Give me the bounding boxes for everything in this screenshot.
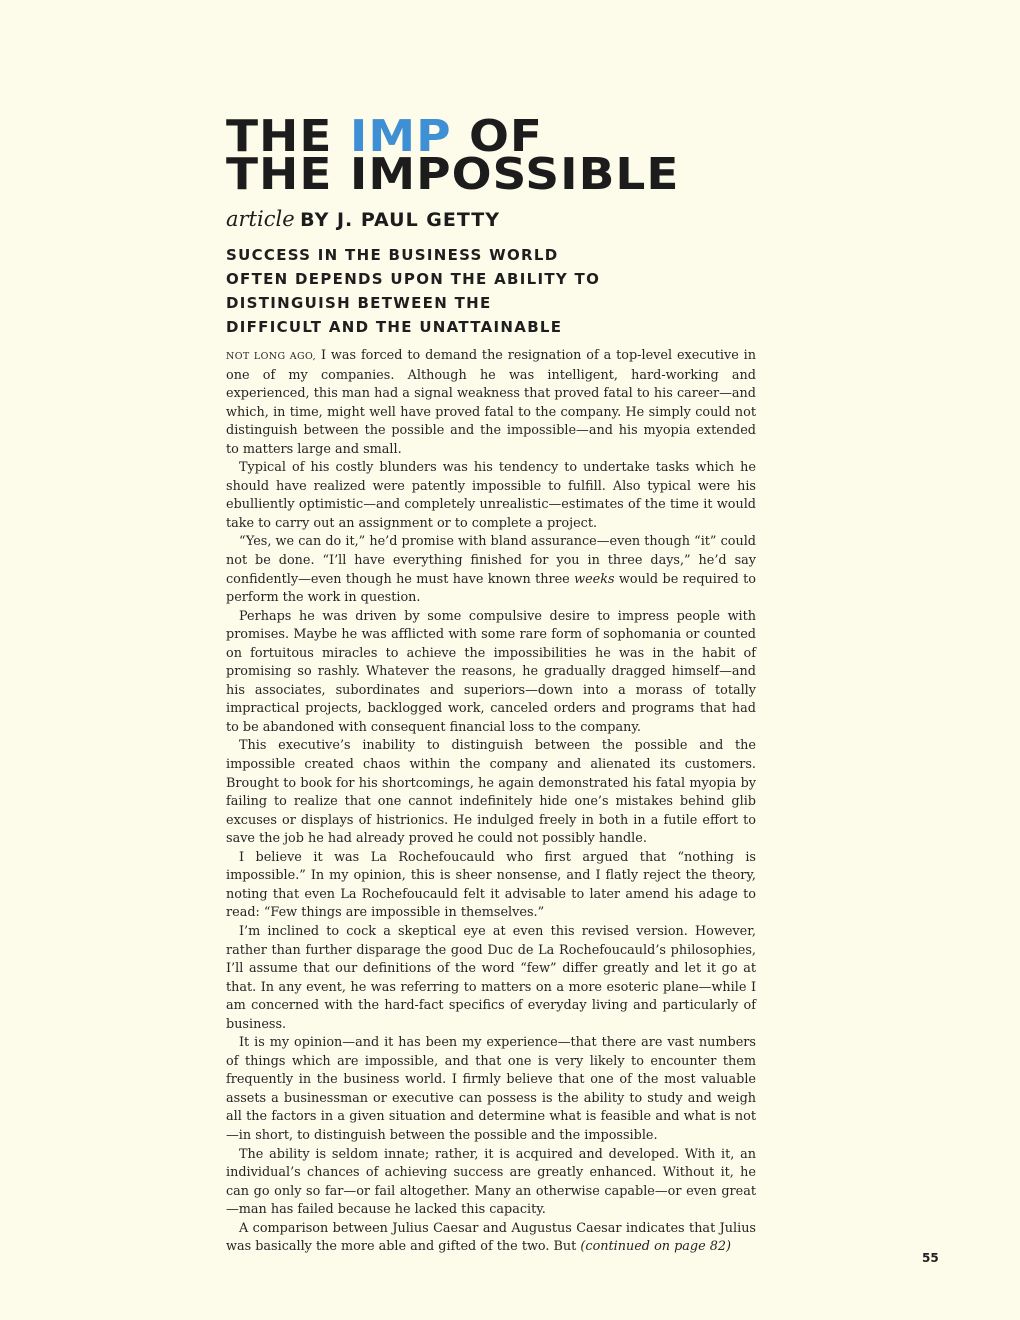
body-paragraph: It is my opinion—and it has been my experience—that there are vast numbers of things which are impossible, and that one is very likely to encounter them frequently in the business world. I firmly believe that one of the most valuable assets a businessman or executive can possess is the ability to study and weigh all the factors in a given situation and determine what is feasible and what is not—in short, to distinguish between the possible and the impossible. — [226, 1035, 756, 1143]
article-title — [226, 111, 786, 200]
deck-line: DIFFICULT AND THE UNATTAINABLE — [226, 318, 563, 336]
emphasis: weeks — [574, 571, 615, 587]
deck-line: DISTINGUISH BETWEEN THE — [226, 294, 492, 312]
continued-note: (continued on page 82) — [580, 1239, 732, 1255]
title-line-1: THE IMP OF — [226, 111, 544, 163]
byline-author: BY J. PAUL GETTY — [300, 209, 500, 231]
body-paragraph: I believe it was La Rochefoucauld who first argued that “nothing is impossible.” In my opinion, this is sheer nonsense, and I flatly reject the theory, noting that even La Rochefoucauld felt it advisable to later amend his adage to read: “Few things are impossible in themselves.” — [226, 849, 756, 921]
title-line-2: THE IMPOSSIBLE — [226, 149, 680, 200]
byline-label: article — [226, 207, 295, 231]
byline — [226, 206, 500, 232]
deck-line: SUCCESS IN THE BUSINESS WORLD — [226, 246, 559, 264]
body-paragraph: Perhaps he was driven by some compulsive desire to impress people with promises. Maybe he was afflicted with some rare form of sophomania or counted on fortuitous miracles to achieve the impossibilities he was in the habit of promising so rashly. Whatever the reasons, he gradually dragged himself—and his associates, subordinates and superiors—down into a morass of totally impractical projects, backlogged work, canceled orders and programs that had to be abandoned with consequent financial loss to the company. — [226, 608, 756, 735]
page-number: 55 — [922, 1251, 939, 1265]
deck-line: OFTEN DEPENDS UPON THE ABILITY TO — [226, 270, 601, 288]
lead-in: NOT LONG AGO, — [226, 351, 317, 362]
body-paragraph: A comparison between Julius Caesar and Augustus Caesar indicates that Julius was basically the more able and gifted of the two. But (continued on page 82) — [226, 1220, 756, 1255]
body-paragraph: Typical of his costly blunders was his tendency to undertake tasks which he should have realized were patently impossible to fulfill. Also typical were his ebulliently optimistic—and completely unrealistic—estimates of the time it would take to carry out an assignment or to complete a project. — [226, 460, 756, 531]
article-body — [226, 347, 756, 1257]
body-paragraph: The ability is seldom innate; rather, it is acquired and developed. With it, an individual’s chances of achieving success are greatly enhanced. Without it, he can go only so far—or fail altogether. Many an otherwise capable—or even great—man has failed because he lacked this capacity. — [226, 1146, 756, 1218]
article-deck — [226, 243, 766, 339]
body-paragraph: NOT LONG AGO, I was forced to demand the resignation of a top-level executive in one of my companies. Although he was intelligent, hard-working and experienced, this man had a signal weakness that proved fatal to his career—and which, in time, might well have proved fatal to the company. He simply could not distinguish between the possible and the impossible—and his myopia extended to matters large and small. — [226, 348, 756, 457]
body-paragraph: “Yes, we can do it,” he’d promise with bland assurance—even though “it” could not be done. “I’ll have everything finished for you in three days,” he’d say confidently—even though he must have known three weeks would be required to perform the work in question. — [226, 534, 756, 606]
body-paragraph: This executive’s inability to distinguish between the possible and the impossible created chaos within the company and alienated its customers. Brought to book for his shortcomings, he again demonstrated his fatal myopia by failing to realize that one cannot indefinitely hide one’s mistakes behind glib excuses or displays of histrionics. He indulged freely in both in a futile effort to save the job he had already proved he could not possibly handle. — [226, 738, 756, 847]
title-accent-word: IMP — [349, 111, 452, 163]
body-paragraph: I’m inclined to cock a skeptical eye at even this revised version. However, rather than further disparage the good Duc de La Rochefoucauld’s philosophies, I’ll assume that our definitions of the word “few” differ greatly and let it go at that. In any event, he was referring to matters on a more esoteric plane—while I am concerned with the hard-fact specifics of everyday living and particularly of business. — [226, 923, 756, 1032]
